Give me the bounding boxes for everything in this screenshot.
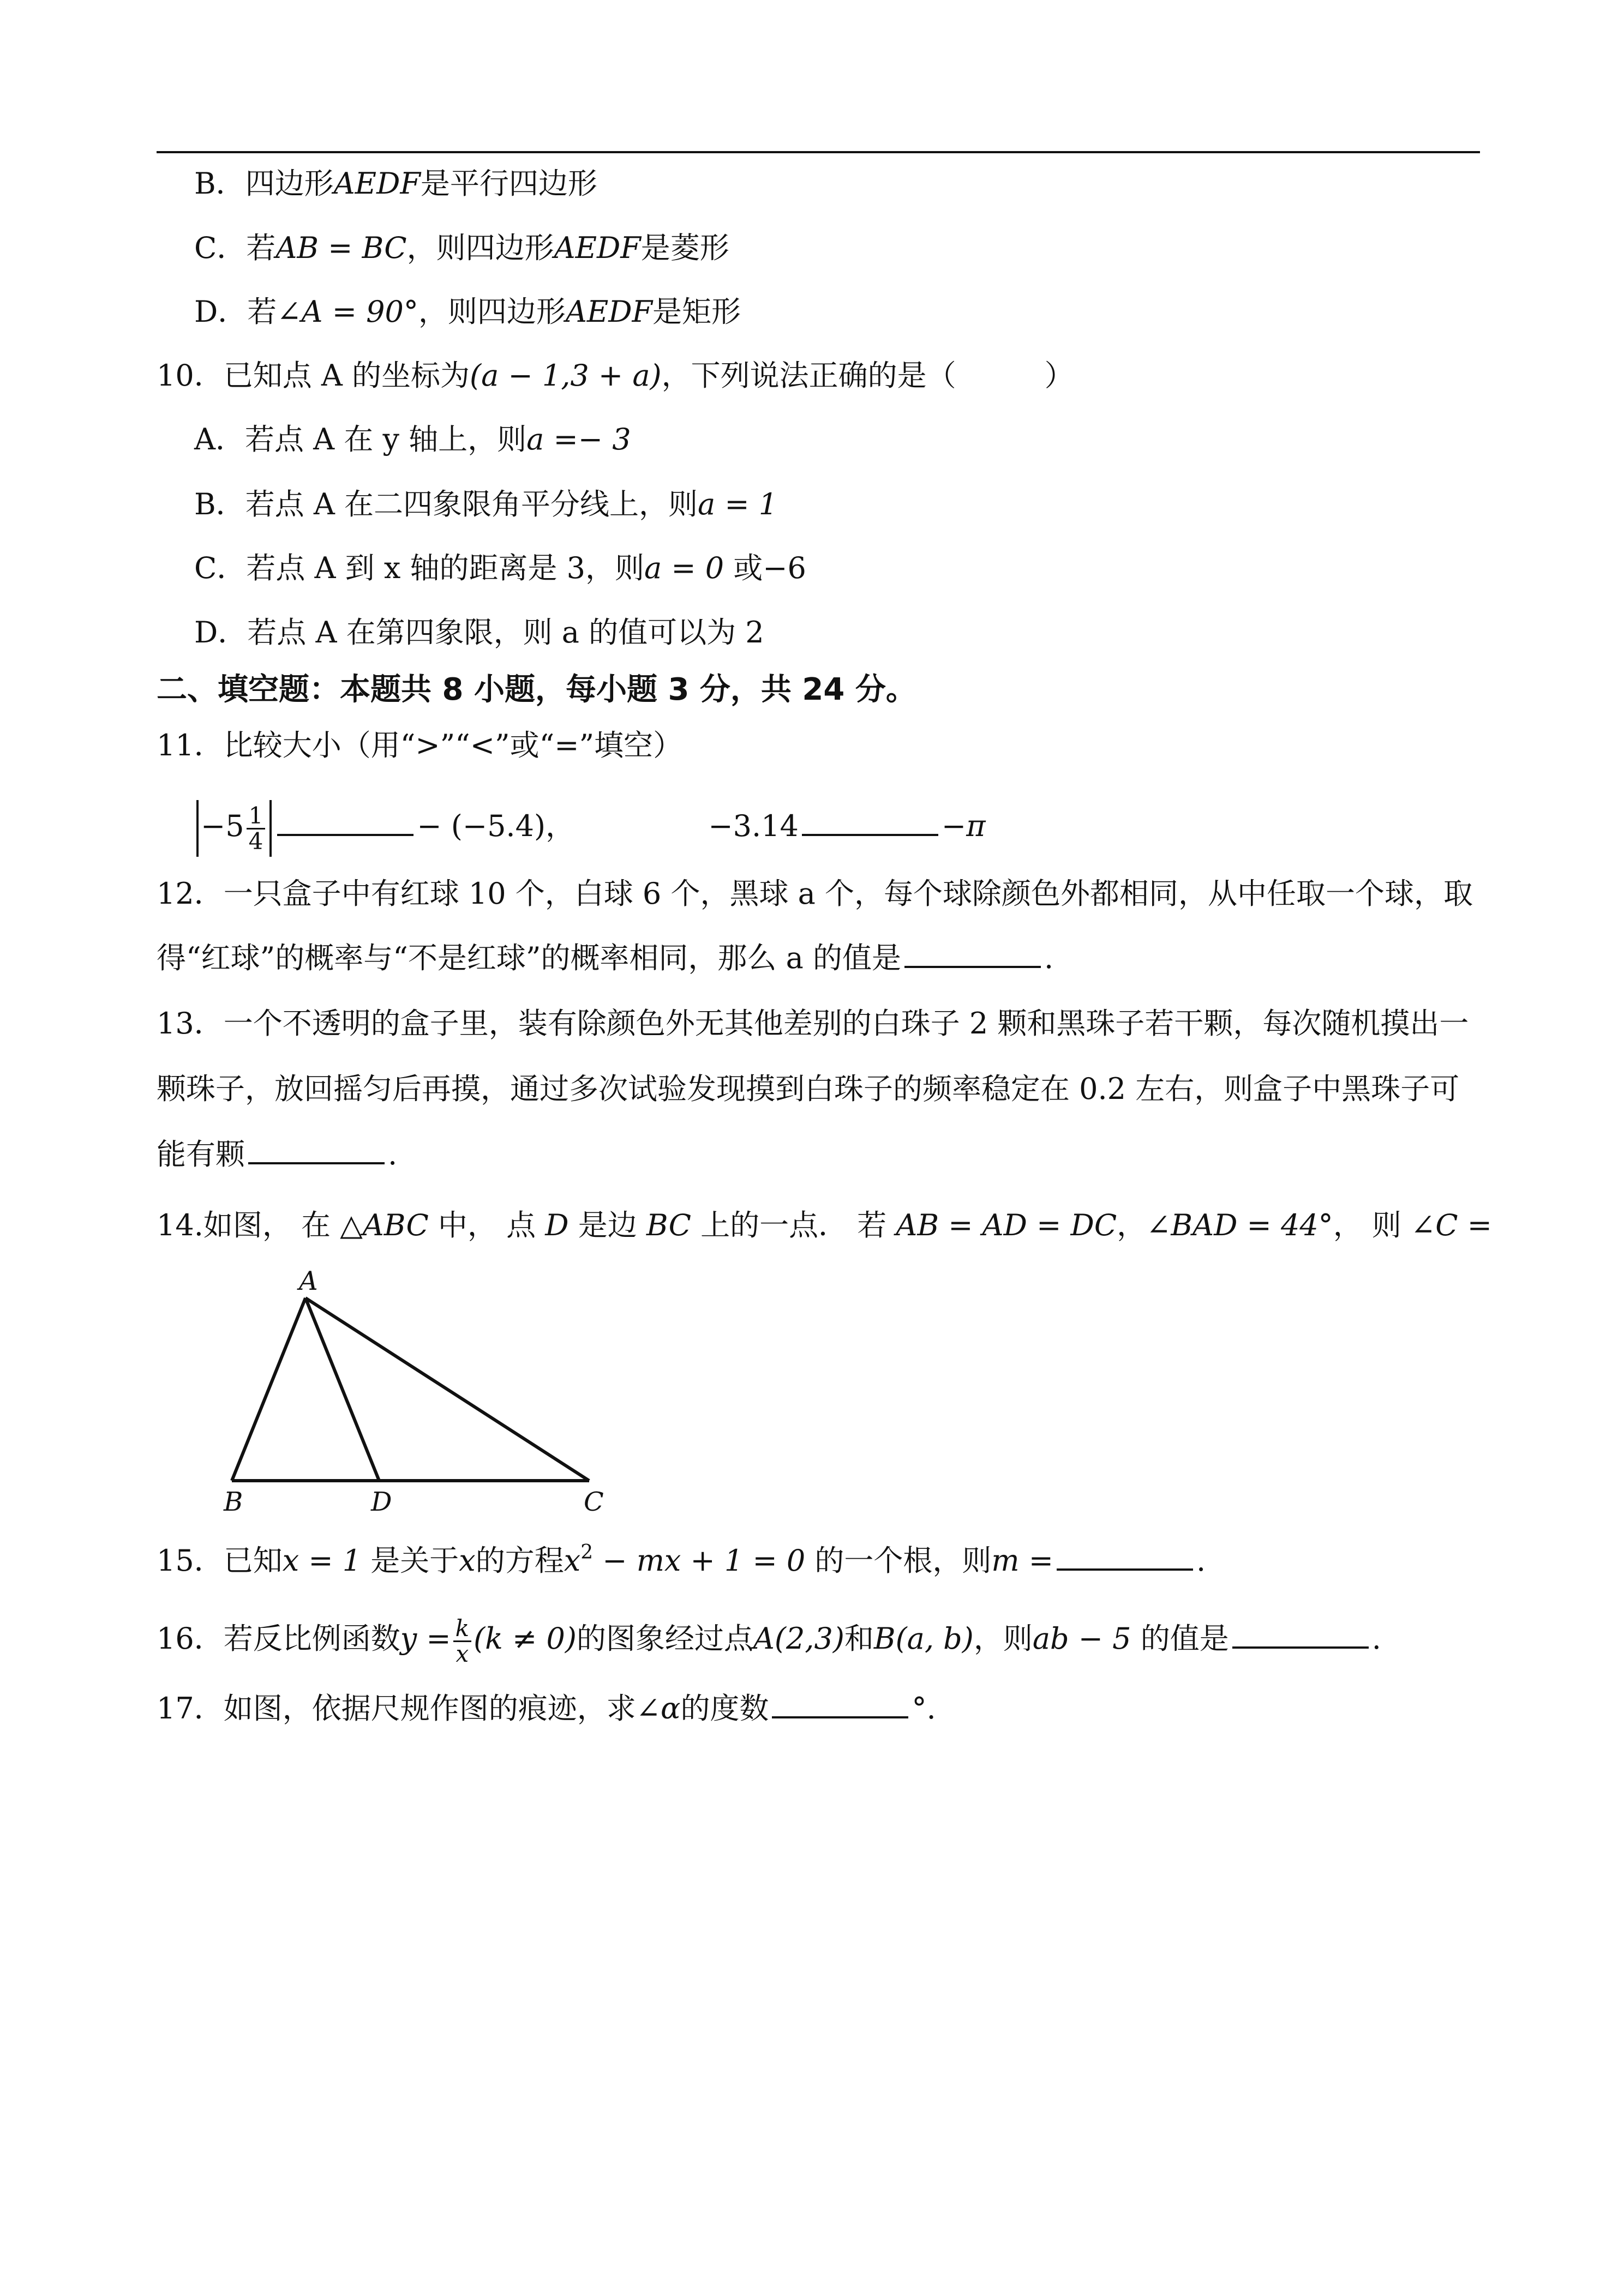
answer-blank[interactable] [772,1691,908,1718]
vertex-label-a: A [299,1266,318,1296]
question-13-line-1: 13．一个不透明的盒子里，装有除颜色外无其他差别的白珠子 2 颗和黑珠子若干颗，每次随机摸出一 [157,1006,1469,1041]
section-heading: 二、填空题：本题共 8 小题，每小题 3 分，共 24 分。 [157,672,916,707]
q9-option-d: D．若∠A = 90°，则四边形AEDF是矩形 [194,294,741,329]
q10-option-a: A．若点 A 在 y 轴上，则a =− 3 [194,422,631,456]
fraction-one-quarter: $\frac{1}{4}$ [247,804,266,854]
answer-blank[interactable] [248,1137,385,1164]
abs-bar-right [269,800,272,857]
vertex-label-d: D [371,1487,392,1516]
q9-option-b: B．四边形AEDF是平行四边形 [194,166,597,201]
question-14: 14.如图， 在 △ABC 中， 点 D 是边 BC 上的一点． 若 AB = AD = DC，∠BAD = 44°， 则 ∠C = [157,1208,1493,1242]
q10-option-b: B．若点 A 在二四象限角平分线上，则a = 1 [194,487,778,521]
question-10: 10．已知点 A 的坐标为(a − 1,3 + a)，下列说法正确的是（ ） [157,358,1074,393]
q9-option-c: C．若AB = BC，则四边形AEDF是菱形 [194,231,729,265]
triangle-figure [207,1265,633,1516]
question-12-line-2: 得“红球”的概率与“不是红球”的概率相同，那么 a 的值是 . [157,941,1054,975]
header-rule [157,151,1480,153]
q10-option-d: D．若点 A 在第四象限，则 a 的值可以为 2 [194,615,764,650]
answer-blank[interactable] [904,941,1041,968]
question-12-line-1: 12．一只盒子中有红球 10 个，白球 6 个，黑球 a 个，每个球除颜色外都相同，从中任取一个球，取 [157,876,1473,911]
vertex-label-c: C [584,1487,604,1516]
question-13-line-3: 能有颗 . [157,1137,398,1171]
fraction-k-over-x: $\frac{k}{x}$ [453,1616,471,1666]
question-15: 15．已知x = 1 是关于x的方程$x^2$ − mx + 1 = 0 的一个根，则m = . [157,1541,1206,1578]
answer-blank[interactable] [277,809,414,836]
side-ab [232,1298,305,1481]
question-13-line-2: 颗珠子，放回摇匀后再摸，通过多次试验发现摸到白珠子的频率稳定在 0.2 左右，则盒子中黑珠子可 [157,1072,1460,1106]
q11-compare-row: −5 $\frac{1}{4}$ − (−5.4)， −3.14 −π [194,796,986,857]
q10-option-c: C．若点 A 到 x 轴的距离是 3，则a = 0 或−6 [194,551,806,585]
answer-blank[interactable] [802,809,938,836]
question-16: 16．若反比例函数y = $\frac{k}{x}$ (k ≠ 0)的图象经过点A(2,3)和B(a, b)，则ab − 5 的值是 . [157,1614,1381,1667]
abs-bar-left [196,800,199,857]
answer-blank[interactable] [1232,1621,1369,1649]
side-ad [305,1298,379,1481]
vertex-label-b: B [224,1487,243,1516]
question-17: 17．如图，依据尺规作图的痕迹，求∠α的度数 °. [157,1691,936,1726]
question-11: 11．比较大小（用“>”“<”或“=”填空） [157,728,683,762]
answer-blank[interactable] [1057,1543,1193,1571]
side-ac [305,1298,589,1481]
